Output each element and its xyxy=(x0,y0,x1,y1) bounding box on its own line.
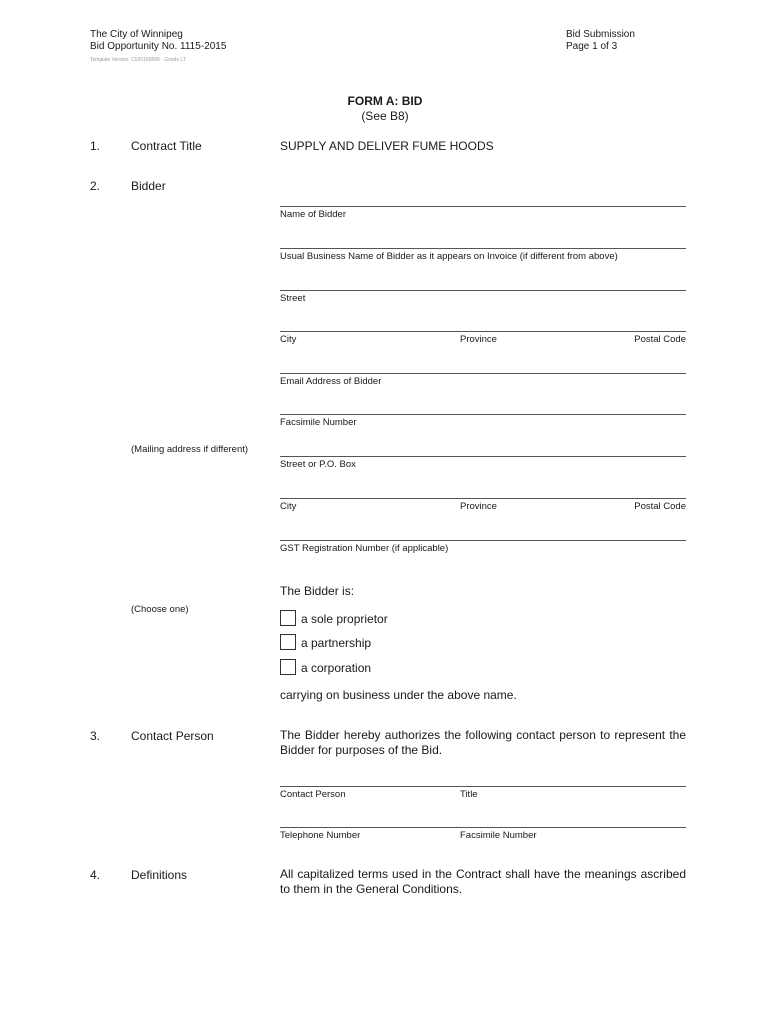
gst-caption: GST Registration Number (if applicable) xyxy=(280,543,449,554)
section-4-number: 4. xyxy=(90,868,101,882)
contact-authorization-text: The Bidder hereby authorizes the following contact person to represent the Bidder for purposes of the Bid. xyxy=(280,728,686,757)
header-org: The City of Winnipeg xyxy=(90,29,183,40)
definitions-text: All capitalized terms used in the Contract shall have the meanings ascribed to them in the General Conditions. xyxy=(280,867,686,896)
postal-code-caption: Postal Code xyxy=(634,334,686,345)
header-doc-type: Bid Submission xyxy=(566,29,635,40)
fax-caption: Facsimile Number xyxy=(280,417,357,428)
contact-fax-caption: Facsimile Number xyxy=(460,830,537,841)
header-bid-opportunity: Bid Opportunity No. 1115-2015 xyxy=(90,41,227,52)
name-of-bidder-caption: Name of Bidder xyxy=(280,209,347,220)
contact-title-line[interactable] xyxy=(280,786,686,787)
sole-proprietor-label: a sole proprietor xyxy=(301,612,388,626)
name-of-bidder-line[interactable] xyxy=(280,206,686,207)
sole-proprietor-checkbox[interactable] xyxy=(280,610,296,626)
partnership-label: a partnership xyxy=(301,636,372,650)
mail-city-province-postal-line[interactable] xyxy=(280,498,686,499)
street-caption: Street xyxy=(280,293,306,304)
section-1-label: Contract Title xyxy=(131,139,202,153)
phone-fax-line[interactable] xyxy=(280,827,686,828)
mail-city-caption: City xyxy=(280,501,297,512)
mailing-address-note: (Mailing address if different) xyxy=(131,444,249,455)
contact-person-caption: Contact Person xyxy=(280,789,346,800)
city-province-postal-line[interactable] xyxy=(280,331,686,332)
section-2-number: 2. xyxy=(90,179,101,193)
contract-title-value: SUPPLY AND DELIVER FUME HOODS xyxy=(280,139,494,153)
section-4-label: Definitions xyxy=(131,868,188,882)
form-title: FORM A: BID xyxy=(347,94,423,108)
carrying-on-business-text: carrying on business under the above name. xyxy=(280,688,517,702)
mail-street-caption: Street or P.O. Box xyxy=(280,459,356,470)
telephone-caption: Telephone Number xyxy=(280,830,361,841)
form-subtitle: (See B8) xyxy=(361,109,409,123)
contact-title-caption: Title xyxy=(460,789,478,800)
street-line[interactable] xyxy=(280,290,686,291)
gst-line[interactable] xyxy=(280,540,686,541)
province-caption: Province xyxy=(460,334,497,345)
email-line[interactable] xyxy=(280,373,686,374)
bidder-is-label: The Bidder is: xyxy=(280,584,355,598)
section-3-label: Contact Person xyxy=(131,729,214,743)
fax-line[interactable] xyxy=(280,414,686,415)
mail-province-caption: Province xyxy=(460,501,497,512)
section-2-label: Bidder xyxy=(131,179,166,193)
section-1-number: 1. xyxy=(90,139,101,153)
city-caption: City xyxy=(280,334,297,345)
section-3-number: 3. xyxy=(90,729,101,743)
header-page-number: Page 1 of 3 xyxy=(566,41,618,52)
corporation-label: a corporation xyxy=(301,661,372,675)
business-name-line[interactable] xyxy=(280,248,686,249)
partnership-checkbox[interactable] xyxy=(280,634,296,650)
email-caption: Email Address of Bidder xyxy=(280,376,382,387)
template-version: Template Version: C520150806 - Goods LT xyxy=(90,57,186,63)
business-name-caption: Usual Business Name of Bidder as it appears on Invoice (if different from above) xyxy=(280,251,618,262)
corporation-checkbox[interactable] xyxy=(280,659,296,675)
mail-postal-code-caption: Postal Code xyxy=(634,501,686,512)
choose-one-note: (Choose one) xyxy=(131,604,189,615)
mail-street-line[interactable] xyxy=(280,456,686,457)
